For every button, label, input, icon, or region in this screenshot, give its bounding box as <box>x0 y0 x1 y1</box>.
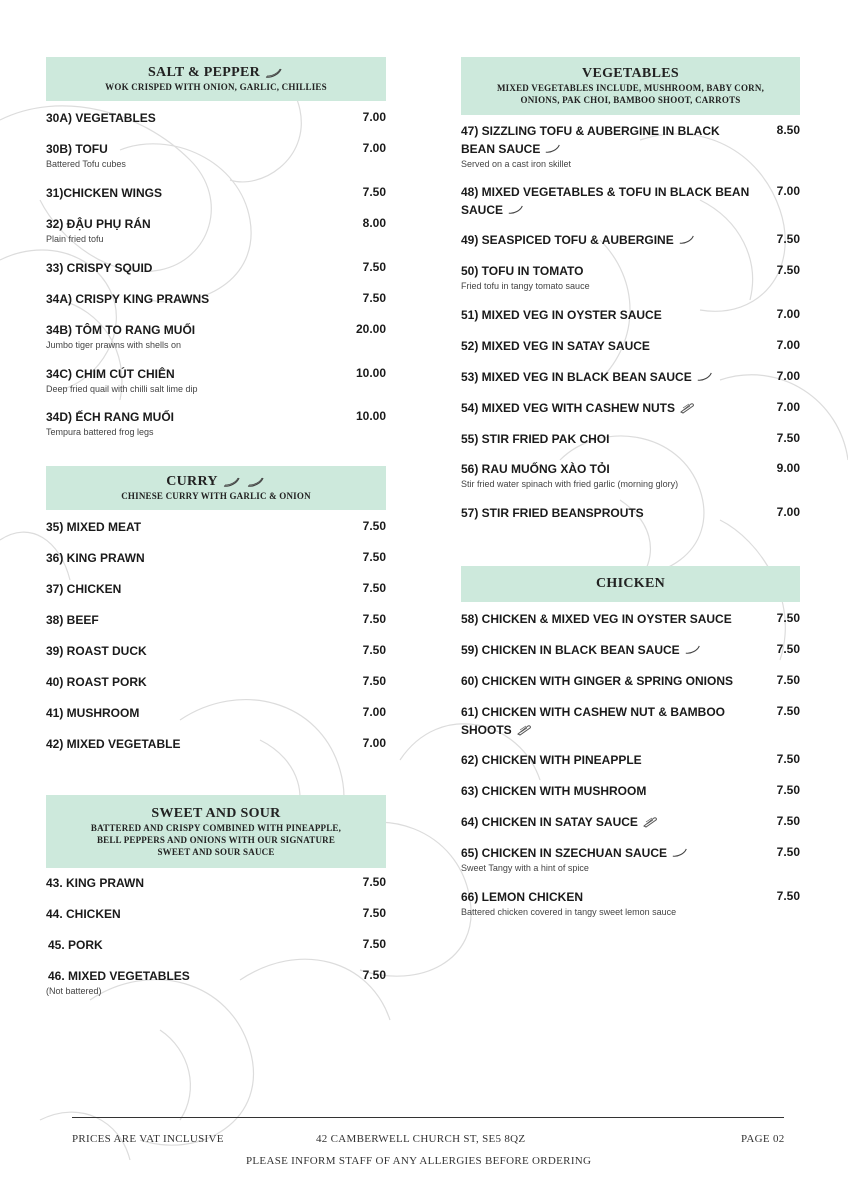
menu-item[interactable] <box>461 672 800 690</box>
item-price: 7.50 <box>776 845 800 859</box>
item-description: Sweet Tangy with a hint of spice <box>461 863 589 873</box>
item-price: 8.00 <box>362 216 386 230</box>
chili-icon <box>264 67 284 79</box>
section-subtitle-line: BATTERED AND CRISPY COMBINED WITH PINEAPPLE, <box>90 822 342 833</box>
item-name: 52) MIXED VEG IN SATAY SAUCE <box>461 339 650 353</box>
item-name: 40) ROAST PORK <box>46 675 147 689</box>
menu-item[interactable] <box>46 642 386 660</box>
item-name: 51) MIXED VEG IN OYSTER SAUCE <box>461 308 662 322</box>
menu-item[interactable] <box>461 262 800 292</box>
item-price: 7.50 <box>362 185 386 199</box>
menu-item[interactable] <box>46 905 386 923</box>
footer-address: 42 CAMBERWELL CHURCH ST, SE5 8QZ <box>316 1133 526 1145</box>
item-price: 7.50 <box>776 889 800 903</box>
menu-item[interactable] <box>461 306 800 324</box>
item-description: Battered chicken covered in tangy sweet lemon sauce <box>461 907 677 917</box>
item-price: 7.50 <box>362 612 386 626</box>
item-name: 34A) CRISPY KING PRAWNS <box>46 292 210 306</box>
item-name: 41) MUSHROOM <box>46 706 140 720</box>
menu-item[interactable] <box>461 368 800 386</box>
item-name: 55) STIR FRIED PAK CHOI <box>461 432 610 446</box>
footer-page-number: PAGE 02 <box>741 1133 785 1145</box>
item-name: 30B) TOFU <box>46 142 108 156</box>
section-title: CURRY <box>166 474 218 489</box>
menu-item[interactable] <box>46 290 386 308</box>
item-name: 59) CHICKEN IN BLACK BEAN SAUCE <box>461 643 680 657</box>
menu-item[interactable] <box>46 518 386 536</box>
chili-icon <box>684 644 702 655</box>
item-name: 53) MIXED VEG IN BLACK BEAN SAUCE <box>461 370 692 384</box>
item-name: 63) CHICKEN WITH MUSHROOM <box>461 784 647 798</box>
item-name: 42) MIXED VEGETABLE <box>46 737 181 751</box>
menu-item[interactable] <box>461 231 800 249</box>
footer-vat-note: PRICES ARE VAT INCLUSIVE <box>72 1133 224 1145</box>
item-price: 7.50 <box>776 431 800 445</box>
section-chicken <box>461 566 800 917</box>
item-name: 56) RAU MUỐNG XÀO TỎI <box>461 462 610 476</box>
item-name: 33) CRISPY SQUID <box>46 261 153 275</box>
section-title: VEGETABLES <box>582 66 679 81</box>
item-description: Battered Tofu cubes <box>46 159 126 169</box>
section-subtitle: WOK CRISPED WITH ONION, GARLIC, CHILLIES <box>105 82 327 92</box>
item-description: Served on a cast iron skillet <box>461 159 572 169</box>
item-price: 9.00 <box>776 461 800 475</box>
menu-item[interactable] <box>461 399 800 417</box>
section-header <box>46 795 386 868</box>
item-price: 7.50 <box>776 752 800 766</box>
footer-divider <box>72 1117 784 1118</box>
chili-icon <box>507 204 525 215</box>
section-header <box>461 57 800 115</box>
item-price: 7.00 <box>362 141 386 155</box>
item-name: 54) MIXED VEG WITH CASHEW NUTS <box>461 401 676 415</box>
menu-item[interactable] <box>46 215 386 245</box>
menu-item[interactable] <box>46 365 386 395</box>
menu-item[interactable] <box>461 610 800 628</box>
menu-item[interactable] <box>461 183 800 219</box>
chili-icon <box>544 143 562 154</box>
section-subtitle-line: ONIONS, PAK CHOI, BAMBOO SHOOT, CARROTS <box>520 95 741 105</box>
menu-item[interactable] <box>46 936 386 954</box>
item-price: 7.50 <box>362 906 386 920</box>
menu-item[interactable] <box>461 430 800 448</box>
item-description: Fried tofu in tangy tomato sauce <box>461 281 590 291</box>
menu-item[interactable] <box>461 844 800 874</box>
item-name: 57) STIR FRIED BEANSPROUTS <box>461 506 644 520</box>
item-name: 34B) TÔM TO RANG MUỐI <box>46 323 196 337</box>
item-name: 31)CHICKEN WINGS <box>46 186 163 200</box>
item-price: 7.00 <box>776 307 800 321</box>
item-price: 7.50 <box>362 643 386 657</box>
item-name: 38) BEEF <box>46 613 99 627</box>
menu-item[interactable] <box>461 888 800 918</box>
section-vegetables <box>461 57 800 520</box>
menu-item[interactable] <box>461 460 800 490</box>
item-price: 7.50 <box>362 519 386 533</box>
item-name: 34D) ẾCH RANG MUỐI <box>46 410 175 424</box>
chili-icon <box>678 234 696 245</box>
item-description: Jumbo tiger prawns with shells on <box>46 340 182 350</box>
item-name: 58) CHICKEN & MIXED VEG IN OYSTER SAUCE <box>461 612 732 626</box>
item-price: 7.50 <box>776 673 800 687</box>
item-name: 48) MIXED VEGETABLES & TOFU IN BLACK BEAN SAUCE <box>461 185 750 217</box>
section-subtitle-line: SWEET AND SOUR SAUCE <box>157 846 275 857</box>
item-name: 46. MIXED VEGETABLES <box>48 969 190 983</box>
item-price: 7.50 <box>776 642 800 656</box>
menu-item[interactable] <box>46 580 386 598</box>
section-title: CHICKEN <box>596 576 665 591</box>
chili-icon <box>246 476 266 488</box>
item-name: 64) CHICKEN IN SATAY SAUCE <box>461 815 638 829</box>
item-price: 7.50 <box>776 611 800 625</box>
item-name: 32) ĐẬU PHỤ RÁN <box>46 217 151 231</box>
nut-icon <box>516 724 532 736</box>
section-subtitle-line: MIXED VEGETABLES INCLUDE, MUSHROOM, BABY CORN, <box>496 83 765 93</box>
item-name: 47) SIZZLING TOFU & AUBERGINE IN BLACK BEAN SAUCE <box>461 124 720 156</box>
item-name: 34C) CHIM CÚT CHIÊN <box>46 367 175 381</box>
item-price: 7.50 <box>776 783 800 797</box>
item-price: 7.50 <box>362 291 386 305</box>
item-price: 7.00 <box>362 736 386 750</box>
menu-item[interactable] <box>46 611 386 629</box>
item-price: 7.00 <box>776 184 800 198</box>
menu-item[interactable] <box>46 673 386 691</box>
item-price: 7.50 <box>776 232 800 246</box>
menu-item[interactable] <box>461 782 800 800</box>
menu-item[interactable] <box>461 641 800 659</box>
menu-item[interactable] <box>46 704 386 722</box>
menu-item[interactable] <box>46 549 386 567</box>
menu-item[interactable] <box>46 259 386 277</box>
nut-icon <box>679 402 695 414</box>
item-price: 7.50 <box>776 263 800 277</box>
section-header <box>461 566 800 602</box>
menu-item[interactable] <box>461 813 800 831</box>
menu-item[interactable] <box>46 184 386 202</box>
menu-item[interactable] <box>461 751 800 769</box>
item-price: 7.50 <box>776 704 800 718</box>
item-price: 7.50 <box>362 875 386 889</box>
item-price: 7.00 <box>776 400 800 414</box>
item-name: 39) ROAST DUCK <box>46 644 147 658</box>
item-price: 7.00 <box>362 110 386 124</box>
item-price: 7.50 <box>362 937 386 951</box>
item-price: 7.50 <box>362 968 386 982</box>
chili-icon <box>696 371 714 382</box>
section-subtitle: CHINESE CURRY WITH GARLIC & ONION <box>121 491 311 501</box>
section-header <box>46 57 386 101</box>
menu-item[interactable] <box>461 337 800 355</box>
item-description: Plain fried tofu <box>46 234 104 244</box>
menu-item[interactable] <box>461 122 800 170</box>
item-price: 7.50 <box>362 581 386 595</box>
menu-item[interactable] <box>46 735 386 753</box>
section-curry <box>46 466 386 751</box>
chili-icon <box>222 476 242 488</box>
menu-item[interactable] <box>46 967 386 997</box>
item-price: 7.00 <box>362 705 386 719</box>
item-name: 62) CHICKEN WITH PINEAPPLE <box>461 753 642 767</box>
item-description: Tempura battered frog legs <box>46 427 154 437</box>
item-name: 30A) VEGETABLES <box>46 111 156 125</box>
item-price: 7.50 <box>776 814 800 828</box>
chili-icon <box>671 847 689 858</box>
section-header <box>46 466 386 510</box>
section-sweet-sour <box>46 795 386 996</box>
section-title: SALT & PEPPER <box>147 65 261 80</box>
menu-item[interactable] <box>46 109 386 127</box>
section-title: SWEET AND SOUR <box>151 805 281 821</box>
item-name: 44. CHICKEN <box>46 907 121 921</box>
menu-item[interactable] <box>461 703 800 739</box>
item-name: 60) CHICKEN WITH GINGER & SPRING ONIONS <box>461 674 734 688</box>
item-name: 43. KING PRAWN <box>46 876 145 890</box>
item-name: 45. PORK <box>48 938 103 952</box>
section-salt-pepper <box>46 57 386 437</box>
footer-allergy-note: PLEASE INFORM STAFF OF ANY ALLERGIES BEFORE ORDERING <box>246 1155 592 1167</box>
item-price: 7.50 <box>362 674 386 688</box>
menu-item[interactable] <box>46 874 386 892</box>
item-name: 66) LEMON CHICKEN <box>461 890 584 904</box>
item-name: 49) SEASPICED TOFU & AUBERGINE <box>461 233 674 247</box>
nut-icon <box>642 816 658 828</box>
item-description: Stir fried water spinach with fried garlic (morning glory) <box>461 479 679 489</box>
item-price: 7.00 <box>776 338 800 352</box>
item-price: 7.00 <box>776 369 800 383</box>
item-name: 50) TOFU IN TOMATO <box>461 264 584 278</box>
item-price: 10.00 <box>355 366 386 380</box>
section-subtitle-line: BELL PEPPERS AND ONIONS WITH OUR SIGNATURE <box>96 834 336 845</box>
item-price: 7.50 <box>362 260 386 274</box>
item-description: Deep fried quail with chilli salt lime dip <box>46 384 198 394</box>
item-description: (Not battered) <box>46 986 102 996</box>
menu-item[interactable] <box>46 321 386 351</box>
menu-item[interactable] <box>461 504 800 522</box>
menu-item[interactable] <box>46 408 386 438</box>
item-price: 20.00 <box>355 322 386 336</box>
item-name: 35) MIXED MEAT <box>46 520 142 534</box>
item-name: 37) CHICKEN <box>46 582 122 596</box>
item-name: 65) CHICKEN IN SZECHUAN SAUCE <box>461 846 668 860</box>
item-price: 10.00 <box>355 409 386 423</box>
item-name: 36) KING PRAWN <box>46 551 145 565</box>
item-price: 7.50 <box>362 550 386 564</box>
item-price: 7.00 <box>776 505 800 519</box>
menu-item[interactable] <box>46 140 386 170</box>
item-price: 8.50 <box>776 123 800 137</box>
item-name: 61) CHICKEN WITH CASHEW NUT & BAMBOO SHOOTS <box>461 705 725 737</box>
